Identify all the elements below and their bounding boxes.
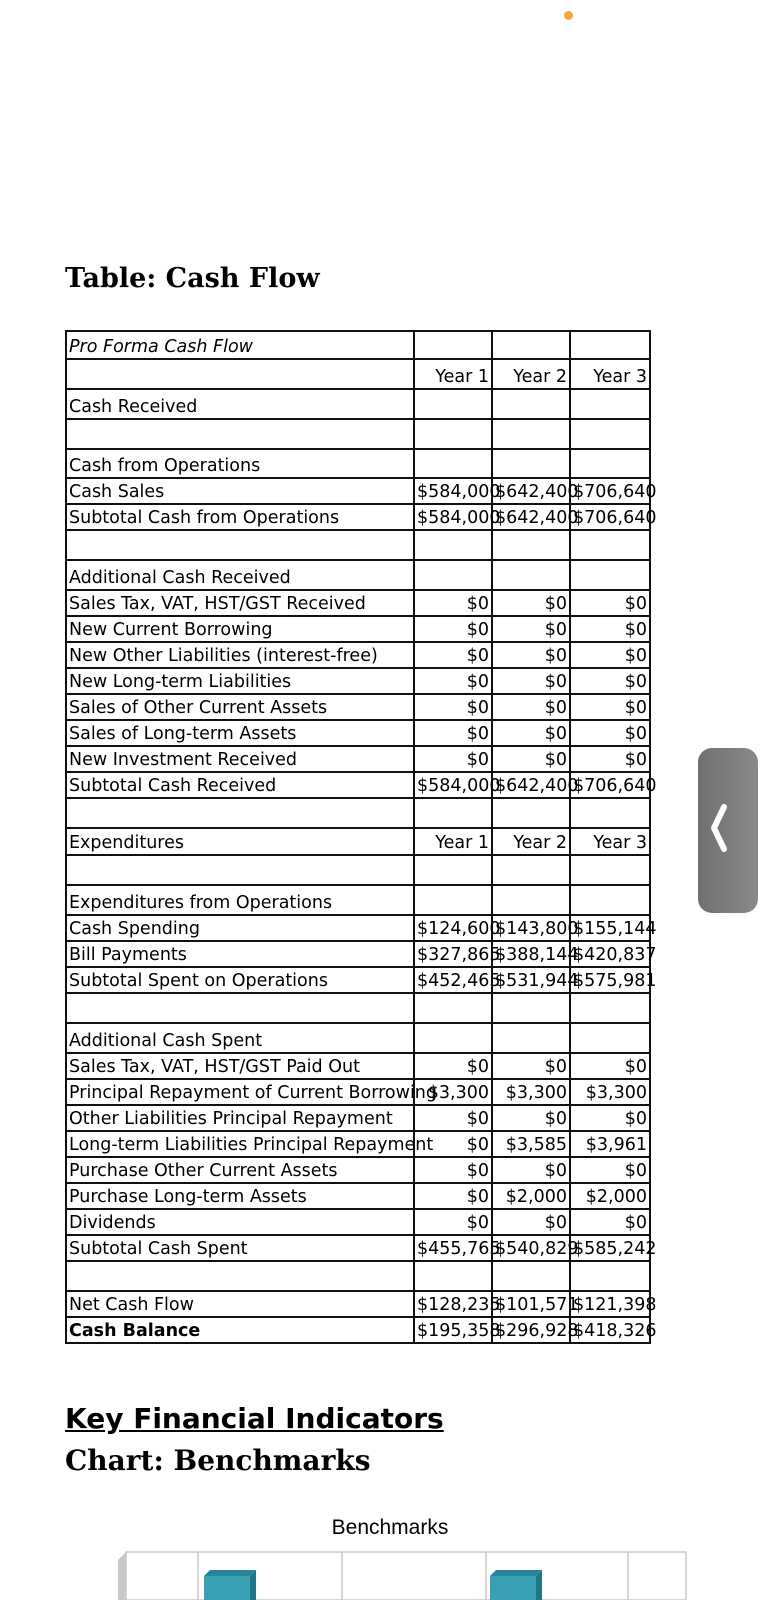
year-2-cell xyxy=(492,530,570,560)
table-row xyxy=(66,449,650,478)
row-label: Expenditures xyxy=(66,828,414,855)
side-panel-handle[interactable] xyxy=(698,748,758,913)
year-2-cell: $143,800 xyxy=(492,915,570,941)
year-3-cell: $2,000 xyxy=(570,1183,650,1209)
table-row xyxy=(66,478,650,504)
year-3-cell: Year 3 xyxy=(570,359,650,389)
year-1-cell: $0 xyxy=(414,1053,492,1079)
table-row xyxy=(66,1235,650,1261)
table-row xyxy=(66,1023,650,1053)
table-row xyxy=(66,389,650,419)
year-1-cell: $455,765 xyxy=(414,1235,492,1261)
chart-floor-side xyxy=(118,1552,126,1600)
year-1-cell xyxy=(414,331,492,359)
year-2-cell: $0 xyxy=(492,1157,570,1183)
key-financial-indicators-link[interactable]: Key Financial Indicators xyxy=(65,1402,444,1435)
table-row xyxy=(66,1183,650,1209)
year-3-cell: Year 3 xyxy=(570,828,650,855)
table-row xyxy=(66,590,650,616)
year-2-cell xyxy=(492,1261,570,1291)
row-label xyxy=(66,419,414,449)
table-row xyxy=(66,616,650,642)
year-3-cell xyxy=(570,1261,650,1291)
year-2-cell: $0 xyxy=(492,616,570,642)
row-label: Subtotal Cash Spent xyxy=(66,1235,414,1261)
year-2-cell: $2,000 xyxy=(492,1183,570,1209)
table-row xyxy=(66,1131,650,1157)
year-1-cell: $3,300 xyxy=(414,1079,492,1105)
year-2-cell: $531,944 xyxy=(492,967,570,993)
year-2-cell: $296,928 xyxy=(492,1317,570,1343)
year-2-cell: $0 xyxy=(492,590,570,616)
year-2-cell: $642,400 xyxy=(492,504,570,530)
table-row xyxy=(66,772,650,798)
year-1-cell xyxy=(414,798,492,828)
year-1-cell xyxy=(414,449,492,478)
year-2-cell: $0 xyxy=(492,746,570,772)
cash-flow-table xyxy=(65,330,657,1344)
row-label: New Long-term Liabilities xyxy=(66,668,414,694)
row-label: Sales Tax, VAT, HST/GST Received xyxy=(66,590,414,616)
row-label: Long-term Liabilities Principal Repayment xyxy=(66,1131,414,1157)
year-2-cell xyxy=(492,560,570,590)
row-label: Dividends xyxy=(66,1209,414,1235)
table-row xyxy=(66,1105,650,1131)
row-label xyxy=(66,993,414,1023)
year-2-cell: $0 xyxy=(492,720,570,746)
status-dot-icon xyxy=(564,11,573,20)
table-row xyxy=(66,642,650,668)
year-2-cell xyxy=(492,1023,570,1053)
table-row xyxy=(66,694,650,720)
year-3-cell: $0 xyxy=(570,694,650,720)
row-label: Purchase Other Current Assets xyxy=(66,1157,414,1183)
year-3-cell: $155,144 xyxy=(570,915,650,941)
year-3-cell xyxy=(570,885,650,915)
year-2-cell xyxy=(492,419,570,449)
year-3-cell: $0 xyxy=(570,590,650,616)
year-3-cell: $0 xyxy=(570,1209,650,1235)
year-3-cell: $0 xyxy=(570,1105,650,1131)
table-row xyxy=(66,530,650,560)
year-3-cell xyxy=(570,560,650,590)
year-1-cell: Year 1 xyxy=(414,828,492,855)
table-row xyxy=(66,828,650,855)
table-row xyxy=(66,941,650,967)
year-3-cell: $575,981 xyxy=(570,967,650,993)
year-1-cell: $0 xyxy=(414,694,492,720)
year-1-cell: $452,465 xyxy=(414,967,492,993)
row-label xyxy=(66,359,414,389)
year-3-cell: $0 xyxy=(570,1157,650,1183)
year-2-cell xyxy=(492,855,570,885)
year-2-cell: Year 2 xyxy=(492,359,570,389)
year-3-cell: $3,961 xyxy=(570,1131,650,1157)
table-row xyxy=(66,1317,650,1343)
year-3-cell: $0 xyxy=(570,642,650,668)
year-1-cell xyxy=(414,855,492,885)
year-1-cell: $0 xyxy=(414,746,492,772)
year-1-cell xyxy=(414,560,492,590)
table-row xyxy=(66,331,650,359)
year-2-cell: Year 2 xyxy=(492,828,570,855)
year-3-cell: $585,242 xyxy=(570,1235,650,1261)
table-title: Table: Cash Flow xyxy=(65,263,320,294)
year-1-cell: $124,600 xyxy=(414,915,492,941)
year-3-cell xyxy=(570,449,650,478)
year-3-cell: $0 xyxy=(570,746,650,772)
chevron-left-icon xyxy=(708,803,730,853)
year-3-cell xyxy=(570,530,650,560)
year-1-cell xyxy=(414,389,492,419)
year-3-cell xyxy=(570,331,650,359)
row-label: Subtotal Cash Received xyxy=(66,772,414,798)
year-3-cell: $121,398 xyxy=(570,1291,650,1317)
year-2-cell: $0 xyxy=(492,1053,570,1079)
year-2-cell: $0 xyxy=(492,1209,570,1235)
table-row xyxy=(66,1079,650,1105)
row-label xyxy=(66,1261,414,1291)
year-1-cell: $0 xyxy=(414,720,492,746)
row-label: Cash Sales xyxy=(66,478,414,504)
row-label: Net Cash Flow xyxy=(66,1291,414,1317)
year-1-cell xyxy=(414,1023,492,1053)
row-label: Subtotal Cash from Operations xyxy=(66,504,414,530)
year-1-cell: Year 1 xyxy=(414,359,492,389)
table-row xyxy=(66,419,650,449)
row-label: Pro Forma Cash Flow xyxy=(66,331,414,359)
year-2-cell: $3,300 xyxy=(492,1079,570,1105)
year-1-cell: $0 xyxy=(414,1105,492,1131)
row-label: Expenditures from Operations xyxy=(66,885,414,915)
year-1-cell: $584,000 xyxy=(414,478,492,504)
year-3-cell xyxy=(570,993,650,1023)
table-row xyxy=(66,359,650,389)
row-label: Purchase Long-term Assets xyxy=(66,1183,414,1209)
table-row xyxy=(66,1157,650,1183)
year-1-cell: $0 xyxy=(414,590,492,616)
year-2-cell xyxy=(492,331,570,359)
chart-bar xyxy=(204,1570,256,1600)
year-1-cell: $0 xyxy=(414,1131,492,1157)
year-3-cell: $706,640 xyxy=(570,504,650,530)
year-3-cell: $420,837 xyxy=(570,941,650,967)
year-1-cell: $195,358 xyxy=(414,1317,492,1343)
row-label: Sales of Long-term Assets xyxy=(66,720,414,746)
year-2-cell xyxy=(492,993,570,1023)
row-label: Sales of Other Current Assets xyxy=(66,694,414,720)
table-row xyxy=(66,1261,650,1291)
year-1-cell: $584,000 xyxy=(414,772,492,798)
year-1-cell xyxy=(414,1261,492,1291)
year-2-cell xyxy=(492,798,570,828)
row-label: Cash Spending xyxy=(66,915,414,941)
year-3-cell: $0 xyxy=(570,1053,650,1079)
year-2-cell: $0 xyxy=(492,694,570,720)
year-3-cell: $418,326 xyxy=(570,1317,650,1343)
row-label: Bill Payments xyxy=(66,941,414,967)
year-2-cell: $642,400 xyxy=(492,478,570,504)
year-1-cell: $0 xyxy=(414,642,492,668)
year-2-cell: $0 xyxy=(492,668,570,694)
year-2-cell: $642,400 xyxy=(492,772,570,798)
table-row xyxy=(66,915,650,941)
row-label xyxy=(66,855,414,885)
row-label: Principal Repayment of Current Borrowing xyxy=(66,1079,414,1105)
year-2-cell xyxy=(492,389,570,419)
row-label: New Current Borrowing xyxy=(66,616,414,642)
year-2-cell: $101,571 xyxy=(492,1291,570,1317)
row-label: Other Liabilities Principal Repayment xyxy=(66,1105,414,1131)
table-row xyxy=(66,668,650,694)
year-1-cell: $128,235 xyxy=(414,1291,492,1317)
table-row xyxy=(66,967,650,993)
table-row xyxy=(66,855,650,885)
chart-title: Benchmarks xyxy=(331,1516,449,1539)
year-1-cell: $0 xyxy=(414,1157,492,1183)
year-2-cell: $540,829 xyxy=(492,1235,570,1261)
table-row xyxy=(66,885,650,915)
year-1-cell: $327,865 xyxy=(414,941,492,967)
row-label xyxy=(66,530,414,560)
table-row xyxy=(66,560,650,590)
year-3-cell: $0 xyxy=(570,668,650,694)
row-label xyxy=(66,798,414,828)
year-1-cell xyxy=(414,993,492,1023)
table-row xyxy=(66,993,650,1023)
row-label: New Other Liabilities (interest-free) xyxy=(66,642,414,668)
year-1-cell: $0 xyxy=(414,1209,492,1235)
year-3-cell xyxy=(570,798,650,828)
year-3-cell: $0 xyxy=(570,616,650,642)
row-label: Subtotal Spent on Operations xyxy=(66,967,414,993)
year-1-cell xyxy=(414,530,492,560)
year-3-cell xyxy=(570,1023,650,1053)
table-row xyxy=(66,1209,650,1235)
year-3-cell xyxy=(570,855,650,885)
year-1-cell: $0 xyxy=(414,668,492,694)
table-row xyxy=(66,746,650,772)
row-label: Cash from Operations xyxy=(66,449,414,478)
year-3-cell xyxy=(570,389,650,419)
year-2-cell xyxy=(492,885,570,915)
table-row xyxy=(66,1053,650,1079)
year-2-cell: $0 xyxy=(492,1105,570,1131)
year-3-cell xyxy=(570,419,650,449)
row-label: Cash Balance xyxy=(66,1317,414,1343)
year-2-cell: $388,144 xyxy=(492,941,570,967)
year-3-cell: $3,300 xyxy=(570,1079,650,1105)
year-2-cell: $0 xyxy=(492,642,570,668)
year-3-cell: $0 xyxy=(570,720,650,746)
chart-bar xyxy=(490,1570,542,1600)
year-1-cell: $0 xyxy=(414,1183,492,1209)
year-1-cell xyxy=(414,885,492,915)
year-2-cell: $3,585 xyxy=(492,1131,570,1157)
year-3-cell: $706,640 xyxy=(570,478,650,504)
year-2-cell xyxy=(492,449,570,478)
row-label: New Investment Received xyxy=(66,746,414,772)
year-3-cell: $706,640 xyxy=(570,772,650,798)
benchmarks-chart xyxy=(110,1550,710,1600)
row-label: Additional Cash Received xyxy=(66,560,414,590)
row-label: Additional Cash Spent xyxy=(66,1023,414,1053)
row-label: Cash Received xyxy=(66,389,414,419)
year-1-cell: $584,000 xyxy=(414,504,492,530)
year-1-cell: $0 xyxy=(414,616,492,642)
table-row xyxy=(66,720,650,746)
row-label: Sales Tax, VAT, HST/GST Paid Out xyxy=(66,1053,414,1079)
year-1-cell xyxy=(414,419,492,449)
table-row xyxy=(66,798,650,828)
table-row xyxy=(66,1291,650,1317)
chart-heading: Chart: Benchmarks xyxy=(65,1444,371,1477)
table-row xyxy=(66,504,650,530)
